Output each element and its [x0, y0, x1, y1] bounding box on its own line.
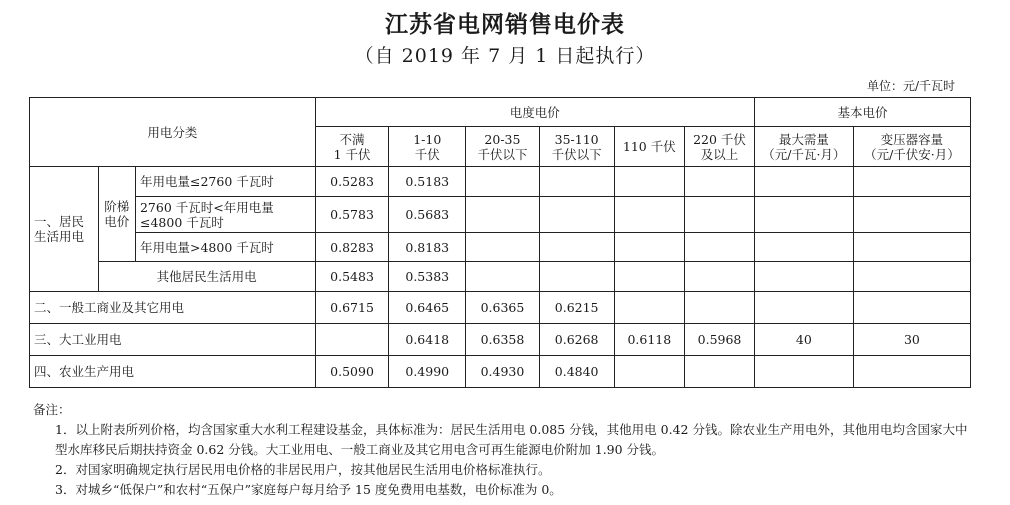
price-cell: [754, 292, 853, 324]
residential-label: 一、居民生活用电: [30, 167, 99, 292]
header-category: 用电分类: [30, 98, 316, 167]
price-cell: 0.5483: [315, 262, 389, 292]
tier-desc: 年用电量≤2760 千瓦时: [135, 167, 315, 197]
price-table: [29, 97, 971, 388]
table-row: [30, 262, 971, 292]
price-cell: 0.6358: [466, 324, 540, 356]
price-cell: 0.6365: [466, 292, 540, 324]
other-residential-label: 其他居民生活用电: [98, 262, 315, 292]
table-row: [30, 167, 971, 197]
row-label: 四、农业生产用电: [30, 356, 316, 388]
price-cell: 0.6418: [389, 324, 466, 356]
price-cell: [754, 356, 853, 388]
header-basic-price: 基本电价: [754, 98, 970, 127]
unit-label: 单位：元/千瓦时: [866, 79, 955, 93]
page-subtitle: （自 2019 年 7 月 1 日起执行）: [354, 45, 656, 67]
table-row: [30, 292, 971, 324]
price-cell: 0.6215: [539, 292, 614, 324]
price-cell: 0.5183: [389, 167, 466, 197]
header-col: 110 千伏: [614, 127, 685, 167]
price-cell: 30: [853, 324, 970, 356]
price-cell: 0.8183: [389, 233, 466, 262]
row-label: 二、一般工商业及其它用电: [30, 292, 316, 324]
price-cell: 0.4990: [389, 356, 466, 388]
price-cell: 0.4930: [466, 356, 540, 388]
price-cell: 0.6268: [539, 324, 614, 356]
header-col: 不满 1 千伏: [315, 127, 389, 167]
header-col: 1-10 千伏: [389, 127, 466, 167]
price-cell: 0.5968: [685, 324, 755, 356]
price-cell: 0.6715: [315, 292, 389, 324]
header-col: 35-110 千伏以下: [539, 127, 614, 167]
price-cell: 0.5783: [315, 197, 389, 233]
tier-label: 阶梯电价: [98, 167, 135, 262]
price-cell: 0.4840: [539, 356, 614, 388]
header-col: 最大需量 （元/千瓦·月）: [754, 127, 853, 167]
note-item: 1．以上附表所列价格，均含国家重大水利工程建设基金，具体标准为：居民生活用电 0.085 分钱，其他用电 0.42 分钱。除农业生产用电外，其他用电均含国家大中型水库移民后期扶持资金 0.62 分钱。大工业用电、一般工商业及其它用电含可再生能源电价附加 1.90 分钱。: [55, 422, 968, 457]
note-item: 2．对国家明确规定执行居民用电价格的非居民用户，按其他居民生活用电价格标准执行。: [55, 462, 551, 477]
header-col: 20-35 千伏以下: [466, 127, 540, 167]
price-cell: [685, 356, 755, 388]
price-cell: 0.5283: [315, 167, 389, 197]
note-item: 3．对城乡“低保户”和农村“五保户”家庭每户每月给予 15 度免费用电基数，电价标准为 0。: [55, 482, 562, 497]
table-row: [30, 197, 971, 233]
tier-desc: 年用电量>4800 千瓦时: [135, 233, 315, 262]
price-cell: 40: [754, 324, 853, 356]
price-cell: 0.5683: [389, 197, 466, 233]
price-cell: 0.8283: [315, 233, 389, 262]
price-cell: [853, 292, 970, 324]
header-col: 变压器容量 （元/千伏安·月）: [853, 127, 970, 167]
price-cell: [685, 292, 755, 324]
notes: [33, 400, 973, 500]
price-cell: [614, 292, 685, 324]
header-energy-price: 电度电价: [315, 98, 754, 127]
price-cell: [315, 324, 389, 356]
table-row: [30, 356, 971, 388]
price-cell: 0.6118: [614, 324, 685, 356]
tier-desc: 2760 千瓦时<年用电量≤4800 千瓦时: [135, 197, 315, 233]
notes-heading: 备注：: [33, 402, 71, 417]
page-title: 江苏省电网销售电价表: [385, 11, 625, 38]
price-cell: 0.6465: [389, 292, 466, 324]
price-cell: [853, 356, 970, 388]
price-cell: 0.5090: [315, 356, 389, 388]
header-col: 220 千伏 及以上: [685, 127, 755, 167]
price-cell: 0.5383: [389, 262, 466, 292]
row-label: 三、大工业用电: [30, 324, 316, 356]
table-row: [30, 324, 971, 356]
table-row: [30, 233, 971, 262]
price-cell: [614, 356, 685, 388]
